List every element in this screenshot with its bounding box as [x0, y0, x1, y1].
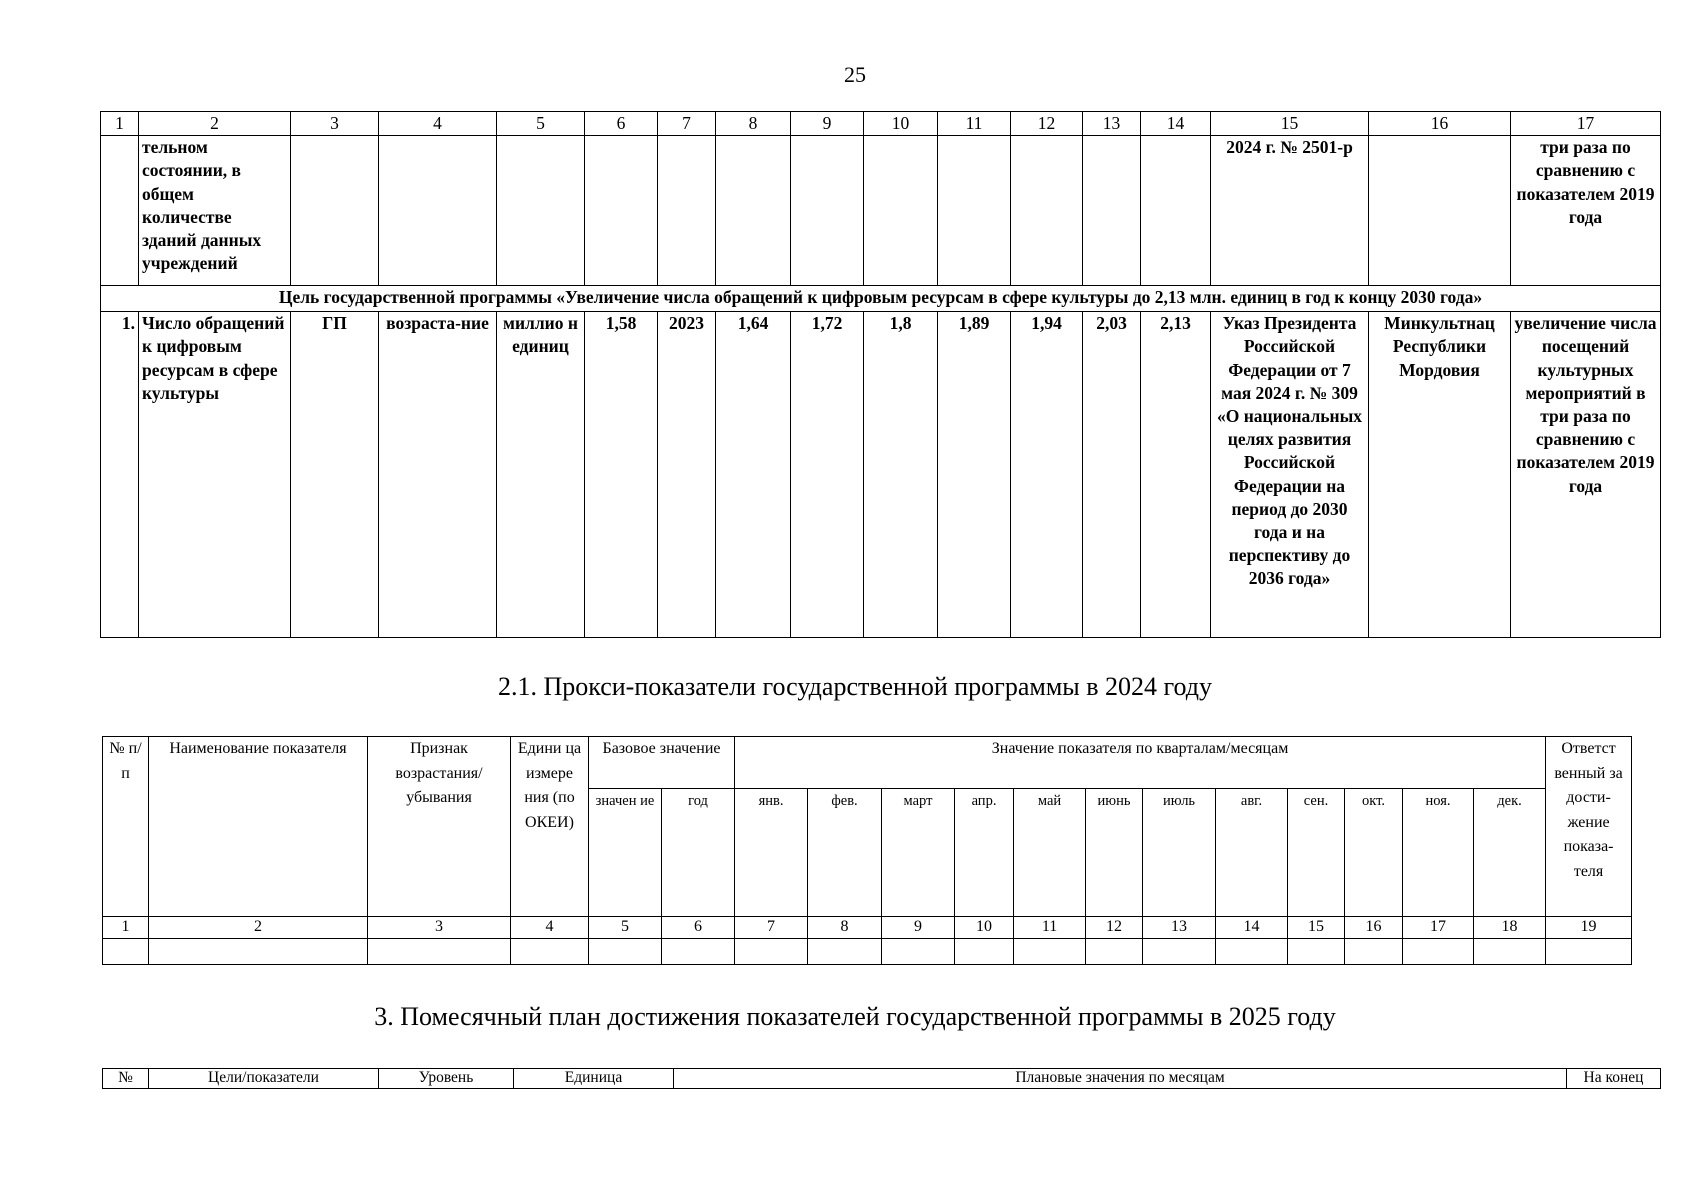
column-number: 15: [1211, 112, 1369, 136]
value-cell: 1,94: [1011, 312, 1083, 638]
column-number: 9: [791, 112, 864, 136]
column-number: 6: [585, 112, 658, 136]
column-number: 3: [291, 112, 379, 136]
column-number: 4: [379, 112, 497, 136]
month-header: июль: [1143, 789, 1216, 917]
col-base-value: значен ие: [589, 789, 662, 917]
column-number: 12: [1011, 112, 1083, 136]
month-header: дек.: [1474, 789, 1546, 917]
page-number: 25: [844, 62, 866, 87]
column-number: 5: [497, 112, 585, 136]
column-number: 18: [1474, 917, 1546, 939]
column-number: 2: [149, 917, 368, 939]
column-number: 7: [735, 917, 808, 939]
month-header: окт.: [1345, 789, 1403, 917]
month-header: янв.: [735, 789, 808, 917]
col-periods: Значение показателя по кварталам/месяцам: [735, 737, 1546, 789]
column-number: 16: [1369, 112, 1511, 136]
col-level: Уровень: [379, 1069, 514, 1089]
document-cell: 2024 г. № 2501-р: [1211, 136, 1369, 286]
month-header: сен.: [1288, 789, 1345, 917]
column-number: 12: [1086, 917, 1143, 939]
column-number: 13: [1083, 112, 1141, 136]
column-number: 1: [101, 112, 139, 136]
header-row: [103, 1069, 1661, 1089]
col-plan: Плановые значения по месяцам: [674, 1069, 1567, 1089]
section-heading-3: 3. Помесячный план достижения показателей государственной программы в 2025 году: [374, 1002, 1336, 1031]
month-header: май: [1014, 789, 1086, 917]
column-numbers-row: [101, 112, 1661, 136]
col-unit: Едини ца измере ния (по ОКЕИ): [511, 737, 589, 917]
column-number: 6: [662, 917, 735, 939]
continuation-row: [101, 136, 1661, 286]
column-number: 9: [882, 917, 955, 939]
col-name: Наименование показателя: [149, 737, 368, 917]
month-header: авг.: [1216, 789, 1288, 917]
goal-row: [101, 286, 1661, 312]
value-cell: 2,13: [1141, 312, 1211, 638]
column-number: 3: [368, 917, 511, 939]
base-value: 1,58: [585, 312, 658, 638]
column-number: 5: [589, 917, 662, 939]
monthly-plan-table: [102, 1068, 1661, 1089]
col-base: Базовое значение: [589, 737, 735, 789]
column-number: 17: [1403, 917, 1474, 939]
value-cell: 1,72: [791, 312, 864, 638]
col-trend: Признак возрастания/ убывания: [368, 737, 511, 917]
indicator-level: ГП: [291, 312, 379, 638]
month-header: ноя.: [1403, 789, 1474, 917]
responsible-cell: Минкультнац Республики Мордовия: [1369, 312, 1511, 638]
col-responsible: Ответст венный за дости-жение показа-теля: [1546, 737, 1632, 917]
month-header: июнь: [1086, 789, 1143, 917]
column-number: 13: [1143, 917, 1216, 939]
column-number: 14: [1141, 112, 1211, 136]
column-number: 1: [103, 917, 149, 939]
col-goals: Цели/показатели: [149, 1069, 379, 1089]
month-header: фев.: [808, 789, 882, 917]
result-cell: увеличение числа посещений культурных мероприятий в три раза по сравнению с показателем 2019 года: [1511, 312, 1661, 638]
value-cell: 1,64: [716, 312, 791, 638]
col-no: №: [103, 1069, 149, 1089]
proxy-indicators-table: [102, 736, 1632, 965]
column-number: 16: [1345, 917, 1403, 939]
column-number: 11: [938, 112, 1011, 136]
value-cell: 2,03: [1083, 312, 1141, 638]
column-number: 14: [1216, 917, 1288, 939]
month-header: март: [882, 789, 955, 917]
column-number: 11: [1014, 917, 1086, 939]
goal-text: Цель государственной программы «Увеличение числа обращений к цифровым ресурсам в сфере культуры до 2,13 млн. единиц в год к концу 2030 года»: [101, 286, 1661, 312]
col-base-year: год: [662, 789, 735, 917]
base-year: 2023: [658, 312, 716, 638]
column-number: 17: [1511, 112, 1661, 136]
col-end: На конец: [1567, 1069, 1661, 1089]
column-number: 4: [511, 917, 589, 939]
value-cell: 1,89: [938, 312, 1011, 638]
result-cell: три раза по сравнению с показателем 2019 года: [1511, 136, 1661, 286]
empty-data-row: [103, 939, 1632, 965]
column-numbers-row: [103, 917, 1632, 939]
column-number: 19: [1546, 917, 1632, 939]
value-cell: 1,8: [864, 312, 938, 638]
column-number: 10: [864, 112, 938, 136]
column-number: 15: [1288, 917, 1345, 939]
indicator-trend: возраста-ние: [379, 312, 497, 638]
section-heading-2-1: 2.1. Прокси-показатели государственной программы в 2024 году: [497, 672, 1213, 701]
header-row-1: [103, 737, 1632, 789]
indicator-row: [101, 312, 1661, 638]
indicator-name: Число обращений к цифровым ресурсам в сфере культуры: [139, 312, 291, 638]
document-cell: Указ Президента Российской Федерации от 7 мая 2024 г. № 309 «О национальных целях развития Российской Федерации на период до 2030 года и на перспективу до 2036 года»: [1211, 312, 1369, 638]
indicator-name-cell: тельном состоянии, в общем количестве зданий данных учреждений: [139, 136, 291, 286]
column-number: 8: [808, 917, 882, 939]
month-header: апр.: [955, 789, 1014, 917]
col-no: № п/п: [103, 737, 149, 917]
indicator-unit: миллио н единиц: [497, 312, 585, 638]
column-number: 2: [139, 112, 291, 136]
indicators-table: [100, 111, 1661, 638]
row-number: 1.: [101, 312, 139, 638]
column-number: 7: [658, 112, 716, 136]
column-number: 8: [716, 112, 791, 136]
col-unit: Единица: [514, 1069, 674, 1089]
column-number: 10: [955, 917, 1014, 939]
